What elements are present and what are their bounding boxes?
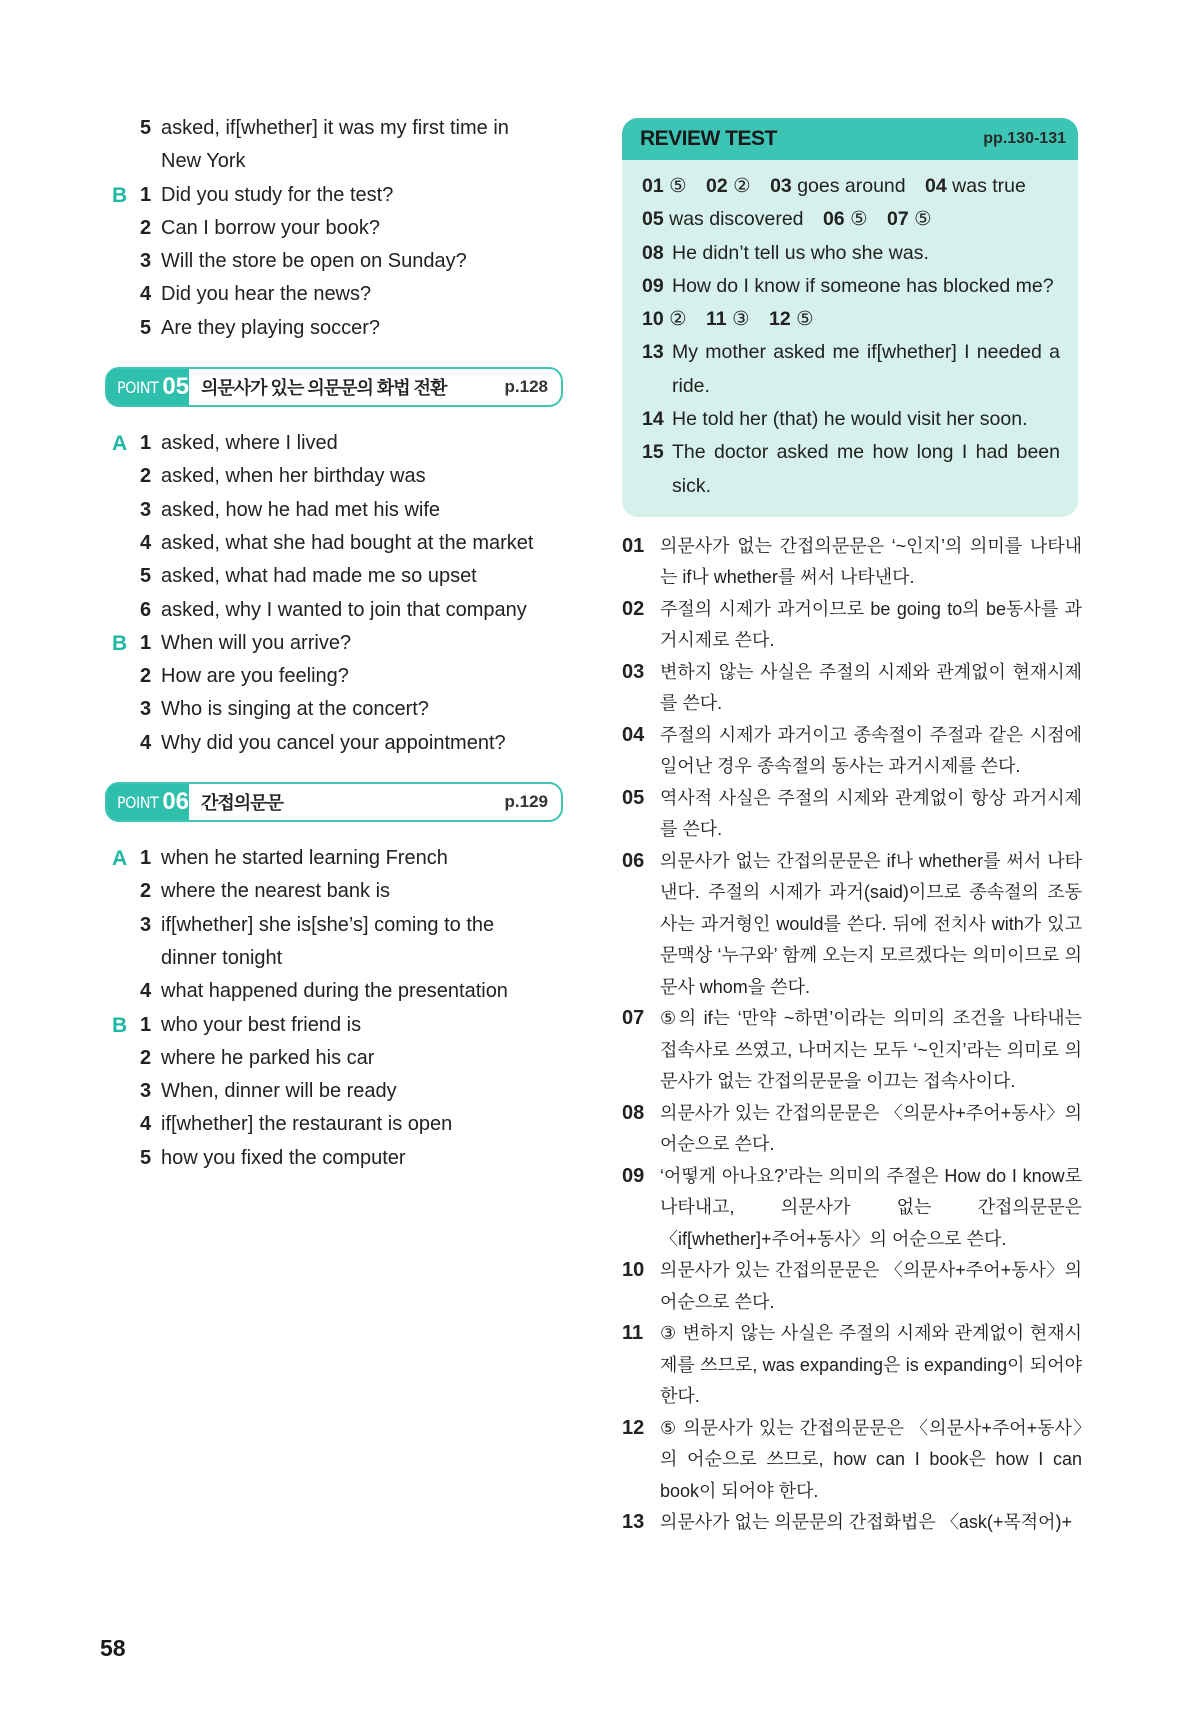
- explanation-item: [622, 1507, 1082, 1539]
- answer-number: 09: [642, 274, 664, 297]
- answer-number: 07: [886, 208, 909, 231]
- answer-line: [105, 527, 565, 560]
- answer-line: [105, 112, 565, 145]
- review-row: [642, 203, 1060, 236]
- point-title: 의문사가 있는 의문문의 화법 전환: [201, 378, 447, 399]
- explanation-text: 주절의 시제가 과거이므로 be going to의 be동사를 과거시제로 쓴다.: [660, 598, 1082, 651]
- review-row: [642, 270, 1060, 303]
- answer-text: asked, if[whether] it was my first time in: [161, 117, 509, 139]
- answer-line-continued: [105, 942, 565, 975]
- answer-line: [105, 1009, 565, 1042]
- explanation-item: [622, 1161, 1082, 1256]
- answer-value: was discovered: [669, 208, 804, 231]
- explanation-number: 11: [622, 1322, 644, 1345]
- answer-number: 06: [822, 208, 845, 231]
- explanation-item: [622, 1098, 1082, 1161]
- answer-text: Did you study for the test?: [161, 183, 394, 206]
- answer-line: [105, 179, 565, 212]
- item-number: 5: [140, 316, 152, 339]
- review-row: [642, 170, 1060, 203]
- item-number: 1: [140, 847, 152, 870]
- top-answer-list: [105, 112, 565, 345]
- explanation-item: [622, 783, 1082, 846]
- item-number: 4: [140, 980, 152, 1003]
- answer-number: 01: [642, 175, 664, 197]
- review-row: [642, 436, 1060, 503]
- answer-text: where the nearest bank is: [161, 880, 391, 903]
- item-number: 2: [140, 665, 152, 688]
- point-title: 간접의문문: [201, 793, 283, 814]
- point-tag: [107, 784, 189, 820]
- answer-line: [105, 427, 565, 460]
- explanation-number: 03: [622, 660, 645, 683]
- explanation-text: ⑤ 의문사가 있는 간접의문문은 〈의문사+주어+동사〉의 어순으로 쓰므로, how can I book은 how I can book이 되어야 한다.: [660, 1417, 1082, 1501]
- answer-line: [105, 1142, 565, 1175]
- answer-number: 13: [642, 341, 664, 364]
- explanation-number: 13: [622, 1511, 645, 1534]
- explanation-text: ⑤의 if는 ‘만약 ~하면’이라는 의미의 조건을 나타내는 접속사로 쓰였고, 나머지는 모두 ‘~인지’라는 의미로 의문사가 없는 간접의문문을 이끄는 접속사이다.: [660, 1008, 1082, 1092]
- explanation-item: [622, 846, 1082, 1004]
- answer-value: ②: [669, 308, 687, 331]
- explanation-item: [622, 1255, 1082, 1318]
- item-number: 4: [140, 531, 152, 554]
- review-title: REVIEW TEST: [640, 127, 777, 150]
- explanation-text: 역사적 사실은 주절의 시제와 관계없이 항상 과거시제를 쓴다.: [660, 787, 1082, 840]
- answer-value: was true: [952, 175, 1026, 197]
- answer-line: [105, 1042, 565, 1075]
- answer-line: [105, 660, 565, 693]
- answer-text: Did you hear the news?: [161, 283, 372, 306]
- answer-line: [105, 212, 565, 245]
- answer-line-continued: [105, 145, 565, 178]
- review-row: [642, 303, 1060, 336]
- explanation-item: [622, 594, 1082, 657]
- review-row: [642, 237, 1060, 270]
- answer-value: ②: [733, 175, 751, 197]
- item-number: 3: [140, 913, 152, 936]
- point-05-header: [105, 367, 563, 407]
- explanation-item: [622, 1003, 1082, 1098]
- answer-text: asked, why I wanted to join that company: [161, 598, 527, 621]
- answer-value: He told her (that) he would visit her soon.: [672, 408, 1028, 431]
- answer-number: 08: [642, 241, 664, 264]
- explanation-number: 04: [622, 723, 645, 746]
- answer-value: My mother asked me if[whether] I needed a ride.: [672, 341, 1060, 397]
- answer-line: [105, 594, 565, 627]
- item-number: 3: [140, 498, 152, 521]
- point-06-header: [105, 782, 563, 822]
- answer-text: Why did you cancel your appointment?: [161, 731, 506, 754]
- explanation-text: 변하지 않는 사실은 주절의 시제와 관계없이 현재시제를 쓴다.: [660, 661, 1082, 714]
- point-page-ref: p.128: [504, 377, 548, 397]
- explanations-list: [622, 531, 1082, 1539]
- explanation-text: 의문사가 있는 간접의문문은 〈의문사+주어+동사〉의 어순으로 쓴다.: [660, 1102, 1082, 1155]
- answer-line: [105, 975, 565, 1008]
- section-letter: B: [112, 1013, 128, 1037]
- explanation-number: 05: [622, 786, 645, 809]
- answer-line: [105, 560, 565, 593]
- item-number: 1: [140, 432, 152, 455]
- section-letter: B: [112, 183, 128, 207]
- answer-text: dinner tonight: [161, 946, 283, 969]
- review-page-ref: pp.130-131: [983, 130, 1066, 147]
- point-page-ref: p.129: [504, 792, 548, 812]
- answer-text: what happened during the presentation: [161, 980, 508, 1003]
- answer-text: how you fixed the computer: [161, 1146, 406, 1169]
- review-row: [642, 403, 1060, 436]
- answer-value: The doctor asked me how long I had been sick.: [672, 441, 1060, 497]
- answer-text: When, dinner will be ready: [161, 1080, 397, 1103]
- item-number: 1: [140, 1013, 152, 1036]
- explanation-text: 의문사가 없는 의문문의 간접화법은 〈ask(+목적어)+: [660, 1512, 1073, 1533]
- explanation-text: 의문사가 없는 간접의문문은 ‘~인지’의 의미를 나타내는 if나 whether를 써서 나타낸다.: [660, 535, 1082, 588]
- explanation-text: 주절의 시제가 과거이고 종속절이 주절과 같은 시점에 일어난 경우 종속절의 동사는 과거시제를 쓴다.: [660, 724, 1082, 777]
- item-number: 5: [140, 1146, 152, 1169]
- answer-text: When will you arrive?: [161, 631, 352, 654]
- answer-number: 02: [706, 175, 728, 197]
- explanation-text: ‘어떻게 아나요?’라는 의미의 주절은 How do I know로 나타내고, 의문사가 없는 간접의문문은 〈if[whether]+주어+동사〉의 어순으로 쓴다.: [660, 1165, 1082, 1249]
- answer-value: ⑤: [669, 175, 687, 197]
- answer-number: 10: [642, 308, 664, 331]
- answer-value: ⑤: [914, 208, 932, 231]
- point-number: 06: [162, 788, 190, 816]
- answer-line: [105, 842, 565, 875]
- answer-line: [105, 245, 565, 278]
- answer-value: ③: [732, 308, 750, 331]
- explanation-number: 06: [622, 849, 645, 872]
- answer-text: where he parked his car: [161, 1046, 375, 1069]
- answer-text: Can I borrow your book?: [161, 216, 381, 239]
- item-number: 1: [140, 183, 152, 206]
- item-number: 3: [140, 1080, 152, 1103]
- item-number: 3: [140, 250, 152, 273]
- item-number: 5: [140, 565, 152, 588]
- point-05-answers: [105, 427, 565, 760]
- explanation-number: 12: [622, 1416, 645, 1439]
- answer-value: goes around: [797, 175, 906, 197]
- explanation-number: 08: [622, 1101, 645, 1124]
- answer-line: [105, 875, 565, 908]
- explanation-text: 의문사가 없는 간접의문문은 if나 whether를 써서 나타낸다. 주절의 시제가 과거(said)이므로 종속절의 조동사는 과거형인 would를 쓴다. 뒤에 전치사 with가 있고 문맥상 ‘누구와’ 함께 오는지 모르겠다는 의미이므로 의문사 whom을 쓴다.: [660, 850, 1082, 997]
- section-letter: B: [112, 631, 128, 655]
- answer-value: ⑤: [850, 208, 868, 231]
- item-number: 2: [140, 465, 152, 488]
- answer-text: who your best friend is: [161, 1013, 362, 1036]
- item-number: 2: [140, 216, 152, 239]
- answer-text: asked, when her birthday was: [161, 465, 426, 488]
- review-row: [642, 336, 1060, 403]
- left-column: [105, 112, 565, 1175]
- explanation-number: 09: [622, 1164, 645, 1187]
- answer-line: [105, 909, 565, 942]
- answer-number: 04: [925, 175, 947, 197]
- point-number: 05: [162, 373, 190, 401]
- item-number: 4: [140, 731, 152, 754]
- answer-text: asked, how he had met his wife: [161, 498, 441, 521]
- answer-number: 11: [706, 308, 727, 331]
- answer-text: if[whether] she is[she’s] coming to the: [161, 913, 495, 936]
- answer-text: asked, what she had bought at the market: [161, 531, 534, 554]
- section-letter: A: [112, 432, 128, 456]
- answer-number: 03: [770, 175, 792, 197]
- answer-line: [105, 727, 565, 760]
- point-06-answers: [105, 842, 565, 1175]
- point-label: POINT: [117, 792, 159, 812]
- right-column: [622, 118, 1082, 1539]
- item-number: 2: [140, 1046, 152, 1069]
- answer-number: 14: [642, 408, 664, 431]
- answer-line: [105, 627, 565, 660]
- point-tag: [107, 369, 189, 405]
- review-test-box: [622, 118, 1078, 517]
- answer-text: asked, where I lived: [161, 432, 338, 455]
- answer-value: He didn’t tell us who she was.: [672, 241, 929, 264]
- explanation-number: 10: [622, 1259, 645, 1282]
- answer-line: [105, 278, 565, 311]
- section-letter: A: [112, 847, 128, 871]
- answer-text: if[whether] the restaurant is open: [161, 1113, 453, 1136]
- item-number: 3: [140, 698, 152, 721]
- answer-line: [105, 494, 565, 527]
- answer-line: [105, 1108, 565, 1141]
- explanation-item: [622, 720, 1082, 783]
- answer-text: asked, what had made me so upset: [161, 565, 477, 588]
- explanation-number: 02: [622, 597, 645, 620]
- answer-text: How are you feeling?: [161, 665, 349, 688]
- answer-text: Who is singing at the concert?: [161, 698, 429, 721]
- explanation-item: [622, 1318, 1082, 1413]
- review-test-header: [622, 118, 1078, 160]
- answer-value: ⑤: [796, 308, 814, 331]
- answer-line: [105, 1075, 565, 1108]
- review-answers: [622, 160, 1078, 503]
- answer-text: when he started learning French: [161, 847, 448, 870]
- item-number: 1: [140, 631, 152, 654]
- item-number: 4: [140, 1113, 152, 1136]
- answer-number: 05: [642, 208, 664, 231]
- answer-line: [105, 312, 565, 345]
- explanation-number: 01: [622, 534, 645, 557]
- answer-value: How do I know if someone has blocked me?: [672, 274, 1054, 297]
- item-number: 6: [140, 598, 152, 621]
- explanation-text: 의문사가 있는 간접의문문은 〈의문사+주어+동사〉의 어순으로 쓴다.: [660, 1260, 1082, 1312]
- answer-number: 12: [768, 308, 791, 331]
- item-number: 5: [140, 117, 152, 139]
- item-number: 4: [140, 283, 152, 306]
- point-label: POINT: [117, 377, 159, 397]
- explanation-item: [622, 531, 1082, 594]
- explanation-item: [622, 657, 1082, 720]
- answer-number: 15: [642, 441, 664, 464]
- answer-line: [105, 460, 565, 493]
- page-number: 58: [100, 1635, 126, 1661]
- answer-line: [105, 693, 565, 726]
- answer-text: Will the store be open on Sunday?: [161, 250, 467, 273]
- answer-text: New York: [161, 150, 246, 173]
- explanation-item: [622, 1413, 1082, 1508]
- item-number: 2: [140, 880, 152, 903]
- explanation-text: ③ 변하지 않는 사실은 주절의 시제와 관계없이 현재시제를 쓰므로, was expanding은 is expanding이 되어야 한다.: [660, 1323, 1082, 1407]
- answer-text: Are they playing soccer?: [161, 316, 381, 339]
- explanation-number: 07: [622, 1007, 645, 1030]
